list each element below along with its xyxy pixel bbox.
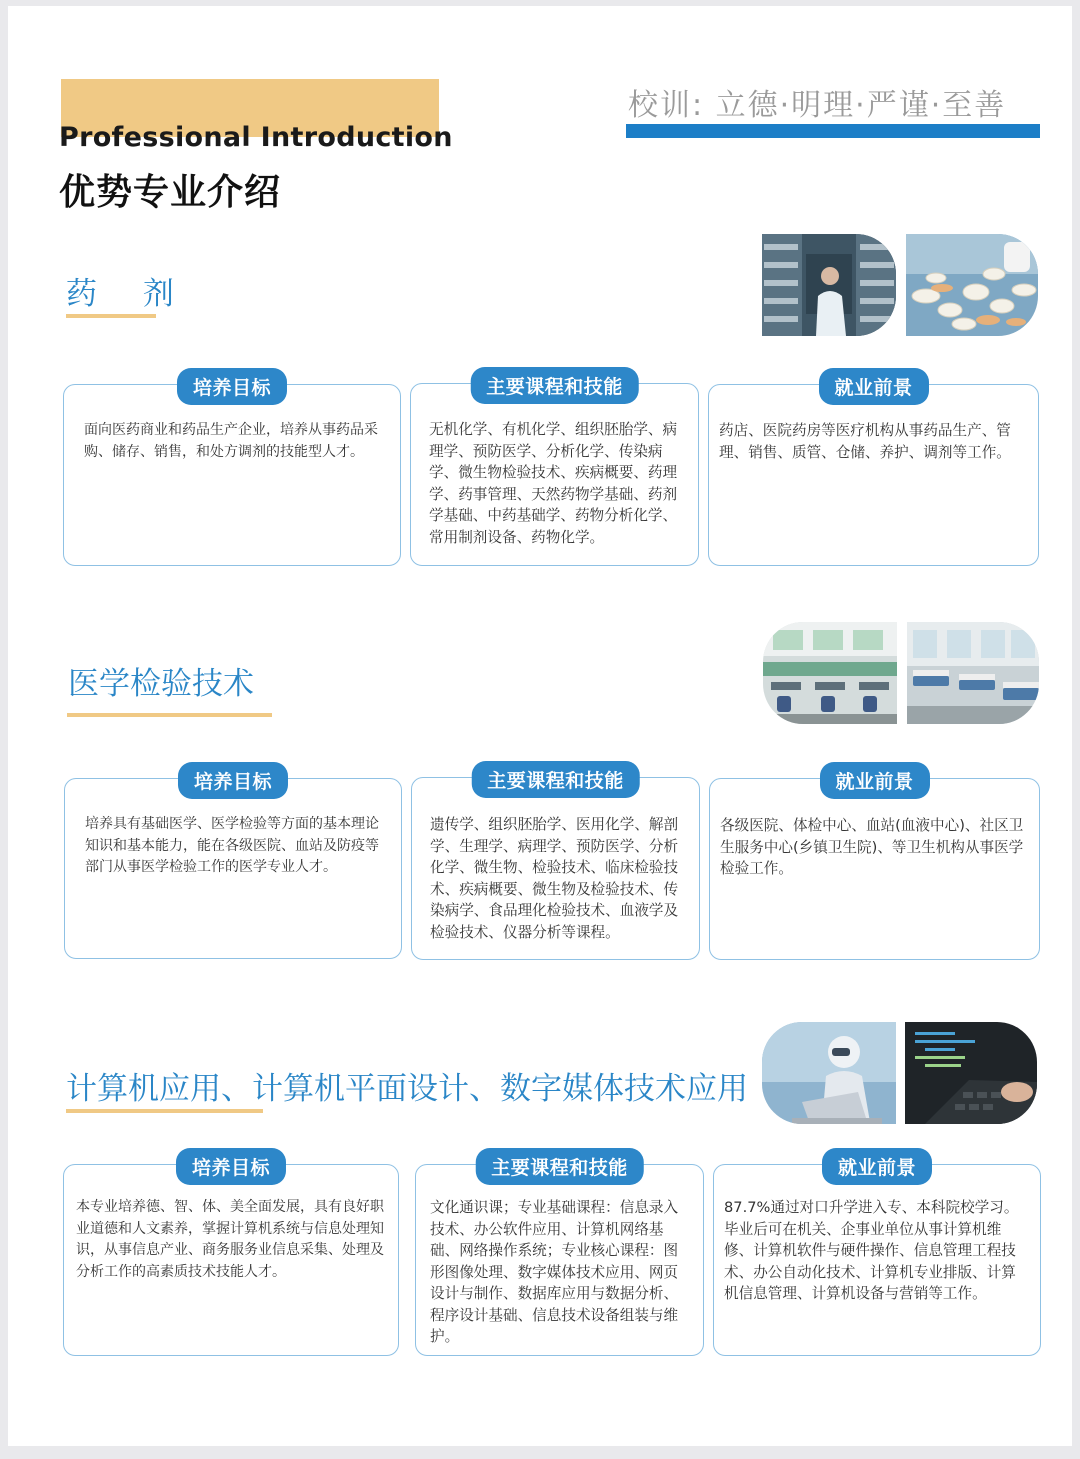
card-label: 培养目标 [177,368,287,405]
section-title-pharmacy: 药 剂 [66,276,192,312]
card-text: 药店、医院药房等医疗机构从事药品生产、管理、销售、质管、仓储、养护、调剂等工作。 [719,422,1011,461]
card-text: 遗传学、组织胚胎学、医用化学、解剖学、生理学、病理学、预防医学、分析化学、微生物、检验技术、临床检验技术、疾病概要、微生物及检验技术、传染病学、食品理化检验技术、血液学及检验技术、仪器分析等课程。 [430,816,679,941]
card-label: 主要课程和技能 [470,367,639,404]
card-text: 各级医院、体检中心、血站(血液中心)、社区卫生服务中心(乡镇卫生院)、等卫生机构从事医学检验工作。 [720,817,1024,877]
lab-room-photo [763,622,897,724]
card-courses [411,770,700,960]
card-career [708,377,1039,566]
header-cn-title: 优势专业介绍 [59,172,282,213]
header-en-title: Professional Introduction [59,122,453,153]
card-label: 主要课程和技能 [475,1148,644,1185]
section-underline [67,713,272,717]
card-training-goal [63,377,401,566]
pharmacy-shelves-photo [762,234,896,336]
section-title-lab: 医学检验技术 [68,666,254,702]
section-underline [66,1109,263,1113]
card-text: 87.7%通过对口升学进入专、本科院校学习。毕业后可在机关、企事业单位从事计算机维修、计算机软件与硬件操作、信息管理工程技术、办公自动化技术、计算机专业排版、计算机信息管理、计算机设备与营销等工作。 [724,1199,1019,1302]
card-training-goal [64,771,402,959]
pills-photo [906,234,1038,336]
card-label: 主要课程和技能 [471,761,640,798]
card-courses [410,376,699,566]
robot-laptop-photo [762,1022,896,1124]
card-label: 就业前景 [819,762,929,799]
school-motto: 校训: 立德·明理·严谨·至善 [628,88,1007,123]
section-title-computer: 计算机应用、计算机平面设计、数字媒体技术应用 [66,1071,748,1107]
card-label: 就业前景 [822,1148,932,1185]
card-training-goal [63,1157,399,1356]
card-text: 面向医药商业和药品生产企业，培养从事药品采购、储存、销售，和处方调剂的技能型人才。 [84,422,378,460]
card-text: 文化通识课；专业基础课程：信息录入技术、办公软件应用、计算机网络基础、网络操作系统；专业核心课程：图形图像处理、数字媒体技术应用、网页设计与制作、数据库应用与数据分析、程序设计基础、信息技术设备组装与维护。 [430,1199,679,1345]
card-career [713,1157,1041,1356]
section-underline [66,314,156,318]
card-career [709,771,1040,960]
motto-underline-bar [626,124,1040,138]
ward-beds-photo [907,622,1039,724]
card-text: 本专业培养德、智、体、美全面发展，具有良好职业道德和人文素养，掌握计算机系统与信息处理知识，从事信息产业、商务服务业信息采集、处理及分析工作的高素质技术技能人才。 [76,1199,384,1280]
card-courses [415,1157,704,1356]
card-text: 无机化学、有机化学、组织胚胎学、病理学、预防医学、分析化学、传染病学、微生物检验技术、疾病概要、药理学、药事管理、天然药物学基础、药剂学基础、中药基础学、药物分析化学、常用制剂设备、药物化学。 [429,421,678,546]
card-label: 培养目标 [178,762,288,799]
card-label: 培养目标 [176,1148,286,1185]
card-label: 就业前景 [818,368,928,405]
card-text: 培养具有基础医学、医学检验等方面的基本理论知识和基本能力，能在各级医院、血站及防疫等部门从事医学检验工作的医学专业人才。 [85,816,379,875]
keyboard-code-photo [905,1022,1037,1124]
